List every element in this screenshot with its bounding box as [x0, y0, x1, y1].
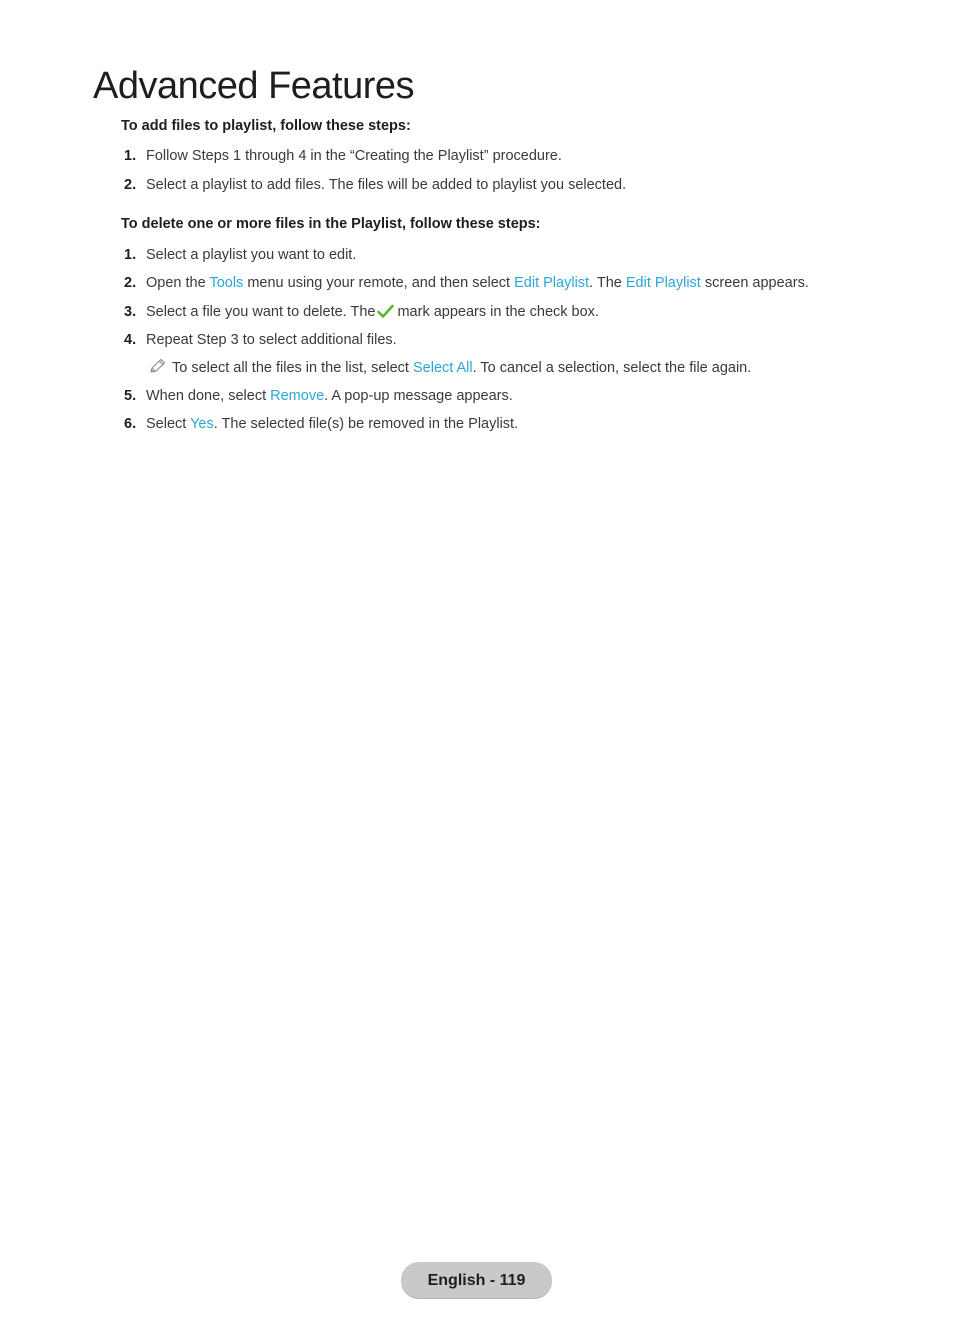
- step-text: Select a playlist you want to edit.: [146, 247, 357, 263]
- step-text: screen appears.: [700, 275, 809, 291]
- step-text: mark appears in the check box.: [397, 304, 599, 320]
- delete-step-4: [124, 330, 397, 350]
- delete-files-heading: To delete one or more files in the Playlist, follow these steps:: [121, 216, 541, 232]
- step-number: 2.: [124, 177, 137, 193]
- step-text: . The: [589, 275, 626, 291]
- step-text: menu using your remote, and then select: [243, 275, 515, 291]
- remove-term: Remove: [270, 388, 325, 404]
- step-number: 4.: [124, 332, 137, 348]
- select-all-note: [149, 358, 751, 378]
- delete-step-1: [124, 245, 356, 265]
- step-number: 3.: [124, 304, 137, 320]
- step-number: 1.: [124, 247, 137, 263]
- delete-step-6: [124, 414, 518, 434]
- step-text: Repeat Step 3 to select additional files.: [146, 332, 397, 348]
- step-text: Select a playlist to add files. The files will be added to playlist you selected.: [146, 177, 627, 193]
- select-all-term: Select All: [412, 360, 473, 376]
- add-step-1: [124, 146, 562, 166]
- page-number-badge: English - 119: [401, 1262, 552, 1299]
- tools-menu-term: Tools: [209, 275, 244, 291]
- step-text: Select a file you want to delete. The: [146, 304, 376, 320]
- add-files-heading: To add files to playlist, follow these steps:: [121, 118, 411, 134]
- pencil-note-icon: [149, 358, 167, 374]
- checkmark-icon: [377, 304, 394, 319]
- step-number: 2.: [124, 275, 137, 291]
- yes-term: Yes: [190, 416, 214, 432]
- step-number: 1.: [124, 148, 137, 164]
- edit-playlist-term: Edit Playlist: [625, 275, 701, 291]
- step-text: . A pop-up message appears.: [324, 388, 513, 404]
- step-text: Select: [146, 416, 191, 432]
- edit-playlist-term: Edit Playlist: [514, 275, 590, 291]
- step-number: 5.: [124, 388, 137, 404]
- step-text: . The selected file(s) be removed in the Playlist.: [213, 416, 519, 432]
- delete-step-5: [124, 386, 513, 406]
- page-title: Advanced Features: [93, 65, 415, 107]
- note-text: . To cancel a selection, select the file again.: [472, 360, 752, 376]
- delete-step-3: [124, 302, 599, 322]
- step-text: Open the: [146, 275, 210, 291]
- step-text: When done, select: [146, 388, 271, 404]
- step-text: Follow Steps 1 through 4 in the “Creating the Playlist” procedure.: [146, 148, 562, 164]
- delete-step-2: [124, 273, 809, 293]
- note-text: To select all the files in the list, select: [172, 360, 413, 376]
- add-step-2: [124, 175, 626, 195]
- step-number: 6.: [124, 416, 137, 432]
